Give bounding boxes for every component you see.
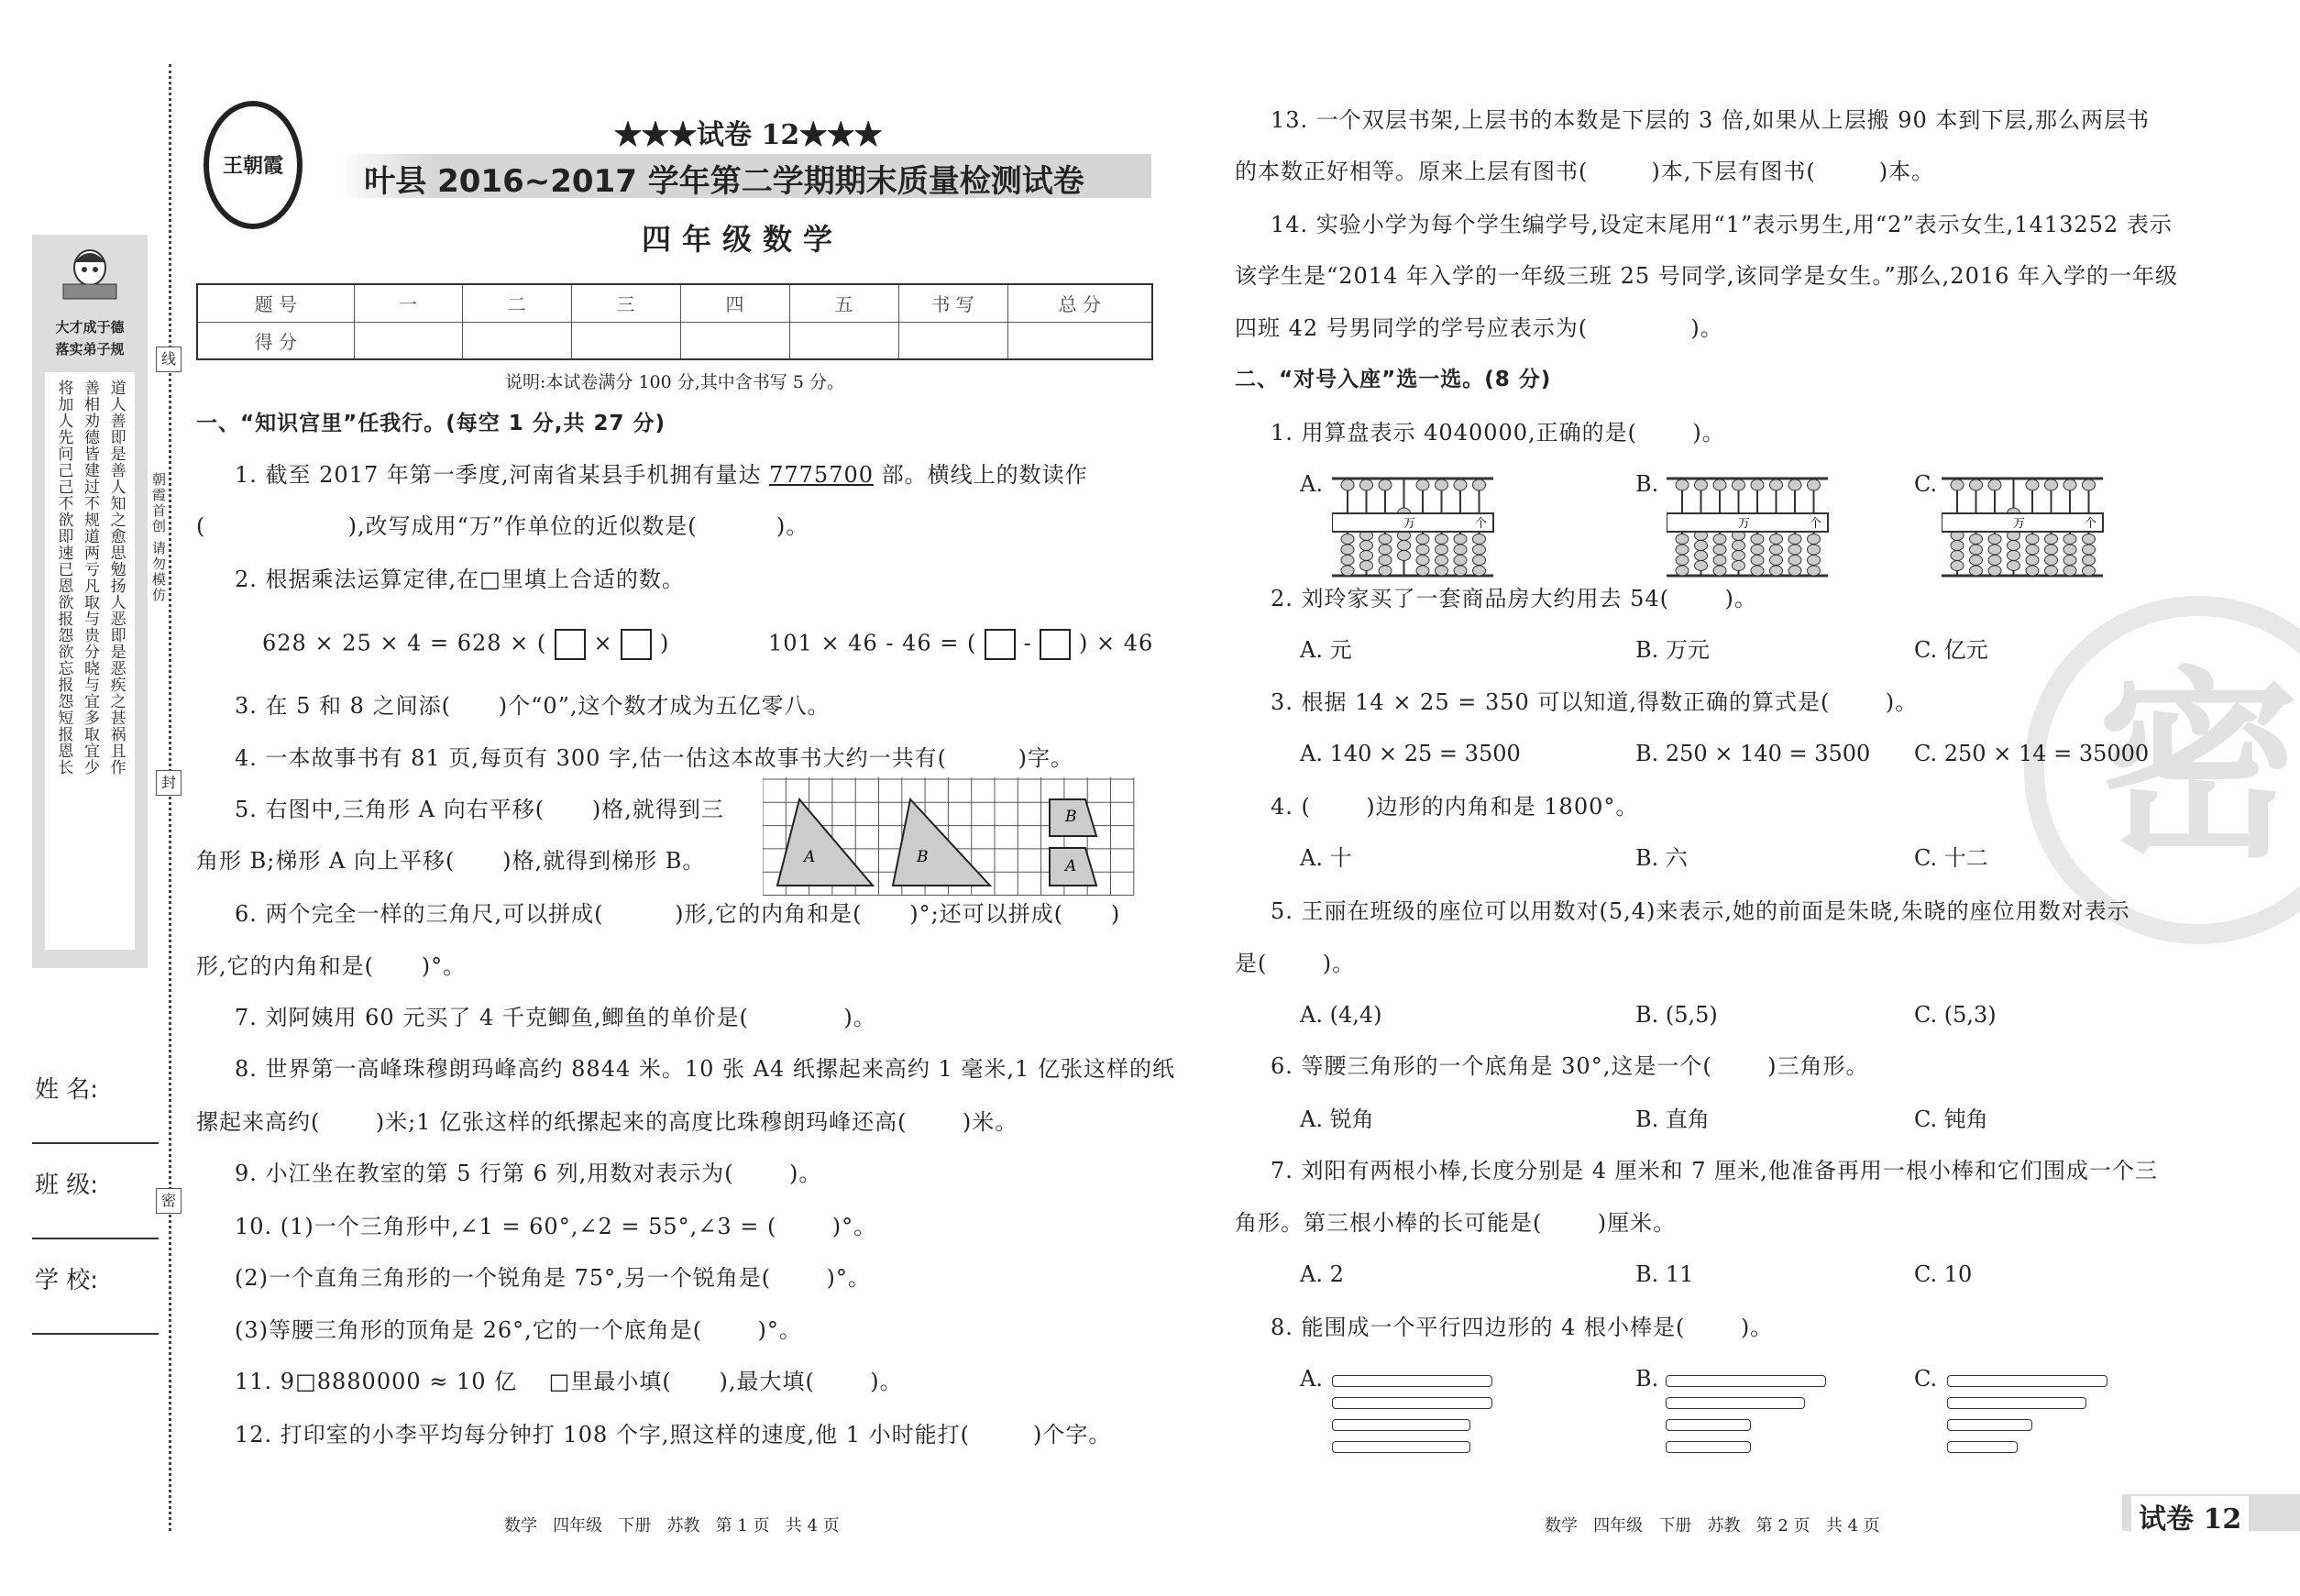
question-line: 12. 打印室的小李平均每分钟打 108 个字,照这样的速度,他 1 小时能打( )个字。 (235, 1422, 1112, 1447)
choice-option[interactable]: A. 元 (1300, 637, 1352, 663)
abacus-bead (1695, 479, 1708, 490)
question-line: 14. 实验小学为每个学生编学号,设定末尾用“1”表示男生,用“2”表示女生,1413252 表示 (1271, 212, 2173, 237)
abacus-bead (2083, 556, 2096, 566)
answer-box[interactable] (621, 629, 652, 660)
stick-rod (1666, 1441, 1751, 1453)
score-cell[interactable] (571, 322, 680, 359)
eq-text: - (1023, 630, 1032, 656)
question-line: 9. 小江坐在教室的第 5 行第 6 列,用数对表示为( )。 (235, 1161, 822, 1186)
table-header-cell: 五 (789, 284, 898, 322)
shape-label: B (917, 848, 929, 866)
abacus-bead (1713, 566, 1726, 576)
abacus-bead (1379, 545, 1392, 555)
abacus-unit-label: 万 (2013, 517, 2026, 531)
abacus-bead (2026, 534, 2039, 545)
eq-text: 628 × 25 × 4 = 628 × ( (262, 630, 547, 656)
abacus-bead (1454, 534, 1467, 545)
question-line: 13. 一个双层书架,上层书的本数是下层的 3 倍,如果从上层搬 90 本到下层,那么两层书 (1271, 107, 2151, 133)
question-line: 11. 9□8880000 ≈ 10 亿 □里最小填( ),最大填( )。 (235, 1369, 903, 1394)
underlined-number: 7775700 (769, 462, 875, 488)
section-2-heading: 二、“对号入座”选一选。(8 分) (1235, 368, 1552, 391)
binding-mark: 线 (156, 347, 182, 372)
choice-question-line: 8. 能围成一个平行四边形的 4 根小棒是( )。 (1271, 1315, 1774, 1340)
choice-option[interactable]: C. 亿元 (1914, 637, 1988, 663)
question-line: 7. 刘阿姨用 60 元买了 4 千克鲫鱼,鲫鱼的单价是( )。 (235, 1005, 876, 1030)
shape-label: A (804, 848, 816, 866)
abacus-bead (1951, 561, 1964, 571)
abacus-bead (1808, 556, 1821, 566)
abacus-bead (1751, 534, 1764, 545)
table-header-cell: 一 (354, 284, 462, 322)
binding-dotted-line (169, 64, 171, 1531)
abacus-bead (1770, 566, 1783, 576)
stick-rod (1666, 1419, 1751, 1431)
choice-option[interactable]: B. 六 (1635, 845, 1688, 871)
abacus-bead (1473, 479, 1486, 490)
abacus-bead (1695, 541, 1708, 551)
motto-line-2: 落实弟子规 (55, 341, 125, 358)
page-footer-right: 数学 四年级 下册 苏教 第 2 页 共 4 页 (1545, 1516, 1880, 1535)
choice-option[interactable]: B. 万元 (1635, 637, 1710, 663)
choice-question-line: 4. ( )边形的内角和是 1800°。 (1271, 794, 1639, 820)
equation-1 (262, 629, 669, 660)
equation-2 (768, 629, 1153, 660)
abacus-bead (1379, 566, 1392, 576)
question-line: (3)等腰三角形的顶角是 26°,它的一个底角是( )°。 (235, 1317, 802, 1343)
abacus-bead (1988, 566, 2001, 576)
stick-rod (1332, 1419, 1470, 1431)
abacus-bead (1951, 551, 1964, 561)
choice-question-line: 5. 王丽在班级的座位可以用数对(5,4)来表示,她的前面是朱晓,朱晓的座位用数对表示 (1271, 898, 2130, 924)
abacus-bead (1770, 556, 1783, 566)
abacus-bead (1360, 479, 1373, 490)
question-line: 摞起来高约( )米;1 亿张这样的纸摞起来的高度比珠穆朗玛峰还高( )米。 (196, 1109, 1018, 1135)
abacus-bead (1788, 479, 1801, 490)
choice-question-line: 1. 用算盘表示 4040000,正确的是( )。 (1271, 420, 1725, 446)
page-footer-left: 数学 四年级 下册 苏教 第 1 页 共 4 页 (504, 1516, 840, 1535)
abacus-bead (2063, 566, 2076, 576)
abacus-bead (1970, 534, 1983, 545)
table-header-cell: 二 (462, 284, 571, 322)
stick-rod (1332, 1441, 1470, 1453)
abacus-bead (1379, 479, 1392, 490)
stick-rod (1666, 1397, 1805, 1409)
abacus-bead (1733, 479, 1745, 490)
choice-option[interactable]: B. (5,5) (1635, 1002, 1718, 1028)
sidebar-panel (32, 235, 148, 968)
abacus-bead (1808, 534, 1821, 545)
question-text: 1. 截至 2017 年第一季度,河南省某县手机拥有量达 (235, 462, 770, 488)
question-line: 6. 两个完全一样的三角尺,可以拼成( )形,它的内角和是( )°;还可以拼成( ) (235, 901, 1121, 927)
choice-option[interactable]: C. 10 (1914, 1261, 1973, 1287)
abacus-bead (1970, 566, 1983, 576)
table-row (197, 284, 1152, 322)
abacus-bead (1988, 479, 2001, 490)
choice-option[interactable]: A. 锐角 (1300, 1106, 1374, 1132)
logo-text: 王朝霞 (222, 154, 283, 178)
abacus-bead (2026, 545, 2039, 555)
abacus-bead (1416, 545, 1429, 555)
choice-option[interactable]: A. (4,4) (1300, 1002, 1382, 1028)
question-line: 2. 根据乘法运算定律,在□里填上合适的数。 (235, 567, 685, 592)
question-line: 8. 世界第一高峰珠穆朗玛峰高约 8844 米。10 张 A4 纸摞起来高约 1 毫米,1 亿张这样的纸 (235, 1056, 1175, 1082)
abacus-bead (1473, 566, 1486, 576)
poem-column: 善相劝德皆建过不规道两亏凡取与贵分晓与宜多取宜少 (80, 380, 99, 776)
choice-option[interactable]: B. 直角 (1635, 1106, 1710, 1132)
abacus-bead (1770, 479, 1783, 490)
stick-rod (1332, 1375, 1492, 1387)
abacus-bead (1788, 556, 1801, 566)
abacus-bead (1770, 545, 1783, 555)
class-label: 班 级: (35, 1172, 99, 1199)
paper-number: ★★★试卷 12★★★ (614, 119, 883, 151)
choice-option[interactable]: C. (1914, 1366, 1938, 1392)
abacus-bead (1713, 479, 1726, 490)
abacus-bead (1416, 556, 1429, 566)
choice-option[interactable]: C. 钝角 (1914, 1106, 1988, 1132)
abacus-bead (1473, 545, 1486, 555)
abacus-bead (1695, 551, 1708, 561)
choice-option[interactable]: A. 140 × 25 = 3500 (1300, 741, 1521, 766)
motto-line-1: 大才成于德 (55, 319, 125, 336)
abacus-bead (1988, 534, 2001, 545)
stick-rod (1947, 1441, 2018, 1453)
abacus-bead (1808, 566, 1821, 576)
choice-question-line: 7. 刘阳有两根小棒,长度分别是 4 厘米和 7 厘米,他准备再用一根小棒和它们围成一个三 (1271, 1158, 2158, 1183)
eq-text: 101 × 46 - 46 = ( (768, 630, 977, 656)
abacus-bead (2026, 566, 2039, 576)
school-label: 学 校: (35, 1267, 99, 1294)
abacus-bead (1970, 545, 1983, 555)
abacus-bead (1676, 556, 1689, 566)
stick-rod (1332, 1397, 1492, 1409)
abacus-bead (1751, 556, 1764, 566)
abacus-bead (1970, 479, 1983, 490)
choice-question-line: 是( )。 (1235, 951, 1356, 976)
abacus-bead (2045, 556, 2058, 566)
abacus-bead (1473, 534, 1486, 545)
abacus-bead (1398, 541, 1411, 551)
student-illustration-icon (58, 244, 122, 308)
question-line: 4. 一本故事书有 81 页,每页有 300 字,估一估这本故事书大约一共有( )字。 (235, 745, 1074, 771)
choice-option[interactable]: A. (1300, 1366, 1323, 1392)
poem-column: 道人善即是善人知之愈思勉扬人恶即是恶疾之甚祸且作 (106, 380, 126, 776)
abacus-bead (1788, 566, 1801, 576)
table-row-label: 得 分 (197, 322, 354, 359)
choice-option[interactable]: B. (1635, 1366, 1659, 1392)
abacus-bead (1416, 566, 1429, 576)
choice-option[interactable]: A. 2 (1300, 1261, 1344, 1287)
abacus-bead (2083, 534, 2096, 545)
question-line: 形,它的内角和是( )°。 (196, 953, 467, 979)
answer-box[interactable] (555, 629, 586, 660)
paper-tag-label: 试卷 12 (2131, 1496, 2249, 1536)
abacus-figure (1942, 477, 2107, 579)
abacus-bead (1988, 545, 2001, 555)
abacus-bead (1341, 534, 1354, 545)
copyright-note: 朝霞首创 请勿模仿 (150, 472, 167, 603)
abacus-bead (1436, 545, 1448, 555)
choice-option[interactable]: A. (1300, 471, 1323, 497)
question-line: 的本数正好相等。原来上层有图书( )本,下层有图书( )本。 (1235, 159, 1935, 184)
abacus-bead (1788, 534, 1801, 545)
table-header-cell: 三 (571, 284, 680, 322)
abacus-bead (2008, 561, 2020, 571)
table-header-cell: 四 (680, 284, 789, 322)
exam-title: 叶县 2016~2017 学年第二学期期末质量检测试卷 (364, 163, 1084, 200)
abacus-bead (2083, 566, 2096, 576)
abacus-bead (2063, 545, 2076, 555)
poem-box (45, 372, 135, 950)
abacus-bead (2063, 479, 2076, 490)
abacus-bead (1416, 534, 1429, 545)
abacus-bead (1713, 534, 1726, 545)
abacus-figure (1667, 477, 1832, 579)
choice-question-line: 2. 刘玲家买了一套商品房大约用去 54( )。 (1271, 586, 1757, 611)
score-cell[interactable] (354, 322, 462, 359)
score-cell[interactable] (680, 322, 789, 359)
choice-option[interactable]: B. 250 × 140 = 3500 (1635, 741, 1871, 766)
abacus-bead (2045, 479, 2058, 490)
answer-box[interactable] (985, 629, 1016, 660)
score-cell[interactable] (462, 322, 571, 359)
choice-option[interactable]: C. (1914, 471, 1938, 497)
stick-rod (1947, 1419, 2032, 1431)
abacus-bead (1454, 556, 1467, 566)
score-cell[interactable] (789, 322, 898, 359)
abacus-bead (1454, 566, 1467, 576)
abacus-bead (1360, 541, 1373, 551)
abacus-bead (1751, 566, 1764, 576)
choice-option[interactable]: C. 250 × 14 = 35000 (1914, 741, 2150, 766)
choice-question-line: 3. 根据 14 × 25 = 350 可以知道,得数正确的算式是( )。 (1271, 689, 1919, 715)
abacus-bead (1751, 479, 1764, 490)
abacus-bead (2083, 545, 2096, 555)
school-input-line[interactable] (32, 1333, 159, 1335)
abacus-bead (1788, 545, 1801, 555)
abacus-bead (1360, 551, 1373, 561)
abacus-bead (1733, 551, 1745, 561)
binding-mark: 封 (156, 770, 182, 796)
abacus-bead (1436, 479, 1448, 490)
abacus-bead (1436, 534, 1448, 545)
choice-option[interactable]: A. 十 (1300, 845, 1352, 871)
name-input-line[interactable] (32, 1142, 159, 1144)
choice-question-line: 6. 等腰三角形的一个底角是 30°,这是一个( )三角形。 (1271, 1053, 1869, 1079)
abacus-bead (1454, 479, 1467, 490)
abacus-bead (1695, 561, 1708, 571)
eq-text: ) × 46 (1079, 630, 1154, 656)
abacus-unit-label: 万 (1738, 517, 1751, 531)
abacus-bead (1454, 545, 1467, 555)
abacus-bead (1676, 479, 1689, 490)
choice-option[interactable]: B. 11 (1635, 1261, 1694, 1287)
choice-option[interactable]: B. (1635, 471, 1659, 497)
abacus-bead (1733, 541, 1745, 551)
abacus-bead (2045, 566, 2058, 576)
abacus-bead (1416, 479, 1429, 490)
abacus-bead (1473, 556, 1486, 566)
abacus-bead (1733, 561, 1745, 571)
confidential-watermark: 密 (2024, 596, 2300, 944)
abacus-bead (1341, 545, 1354, 555)
choice-question-line: 角形。第三根小棒的长可能是( )厘米。 (1235, 1210, 1677, 1236)
name-label: 姓 名: (35, 1076, 99, 1104)
abacus-bead (1676, 545, 1689, 555)
table-header-cell: 书 写 (898, 284, 1007, 322)
poem-column: 将加人先问己己不欲即速已恩欲报怨欲忘报怨短报恩长 (54, 380, 73, 776)
question-line: 四班 42 号男同学的学号应表示为( )。 (1235, 315, 1723, 341)
question-line: 5. 右图中,三角形 A 向右平移( )格,就得到三 (235, 797, 724, 822)
table-row (197, 322, 1152, 359)
abacus-unit-label: 万 (1403, 517, 1416, 531)
abacus-bead (1808, 545, 1821, 555)
abacus-bead (1808, 479, 1821, 490)
class-input-line[interactable] (32, 1238, 159, 1239)
score-cell[interactable] (898, 322, 1007, 359)
choice-option[interactable]: C. (5,3) (1914, 1002, 1997, 1028)
abacus-bead (2045, 534, 2058, 545)
eq-text: × (593, 630, 613, 656)
abacus-bead (1676, 534, 1689, 545)
table-header-cell: 总 分 (1007, 284, 1152, 322)
abacus-bead (1951, 541, 1964, 551)
triangle-a (777, 799, 873, 886)
stick-rod (1666, 1375, 1826, 1387)
question-line (235, 462, 1088, 488)
abacus-bead (1436, 556, 1448, 566)
choice-option[interactable]: C. 十二 (1914, 845, 1988, 871)
stick-rod (1947, 1375, 2107, 1387)
triangle-b (893, 799, 990, 886)
binding-mark: 密 (156, 1188, 182, 1214)
publisher-logo (204, 101, 303, 229)
abacus-bead (2083, 479, 2096, 490)
abacus-unit-label: 个 (1810, 517, 1822, 531)
abacus-bead (1436, 566, 1448, 576)
abacus-bead (2045, 545, 2058, 555)
translation-grid-figure (763, 777, 1135, 897)
abacus-bead (1341, 479, 1354, 490)
abacus-bead (1988, 556, 2001, 566)
abacus-bead (1713, 556, 1726, 566)
question-line: (2)一个直角三角形的一个锐角是 75°,另一个锐角是( )°。 (235, 1265, 871, 1291)
abacus-bead (1379, 556, 1392, 566)
abacus-bead (2063, 556, 2076, 566)
shape-label: B (1065, 808, 1077, 826)
abacus-bead (1341, 566, 1354, 576)
answer-box[interactable] (1040, 629, 1071, 660)
question-text: 部。横线上的数读作 (874, 462, 1088, 488)
question-line: 角形 B;梯形 A 向上平移( )格,就得到梯形 B。 (196, 848, 706, 874)
paper-tag (2122, 1494, 2300, 1535)
abacus-bead (1398, 551, 1411, 561)
subject-title: 四年级数学 (641, 222, 843, 257)
stick-rod (1947, 1397, 2086, 1409)
table-header-cell: 题 号 (197, 284, 354, 322)
abacus-bead (1770, 534, 1783, 545)
abacus-bead (2008, 551, 2020, 561)
abacus-unit-label: 个 (2085, 517, 2097, 531)
question-line: 该学生是“2014 年入学的一年级三班 25 号同学,该同学是女生。”那么,2016 年入学的一年级 (1235, 263, 2179, 289)
eq-text: ) (659, 630, 670, 656)
score-cell[interactable] (1007, 322, 1152, 359)
section-1-heading: 一、“知识宫里”任我行。(每空 1 分,共 27 分) (196, 412, 666, 435)
abacus-bead (1751, 545, 1764, 555)
abacus-bead (1951, 479, 1964, 490)
abacus-bead (2026, 479, 2039, 490)
abacus-unit-label: 个 (1475, 517, 1488, 531)
shape-label: A (1065, 857, 1077, 875)
score-table (196, 283, 1153, 360)
abacus-bead (1379, 534, 1392, 545)
abacus-bead (2063, 534, 2076, 545)
question-line: 10. (1)一个三角形中,∠1 = 60°,∠2 = 55°,∠3 = ( )°。 (235, 1214, 877, 1239)
abacus-bead (2008, 541, 2020, 551)
abacus-figure (1332, 477, 1497, 579)
abacus-bead (1676, 566, 1689, 576)
question-line: ( ),改写成用“万”作单位的近似数是( )。 (196, 513, 809, 539)
abacus-bead (1713, 545, 1726, 555)
abacus-bead (1970, 556, 1983, 566)
exam-note: 说明:本试卷满分 100 分,其中含书写 5 分。 (505, 372, 844, 392)
abacus-bead (2026, 556, 2039, 566)
abacus-bead (1341, 556, 1354, 566)
question-line: 3. 在 5 和 8 之间添( )个“0”,这个数才成为五亿零八。 (235, 693, 831, 719)
abacus-bead (1360, 561, 1373, 571)
